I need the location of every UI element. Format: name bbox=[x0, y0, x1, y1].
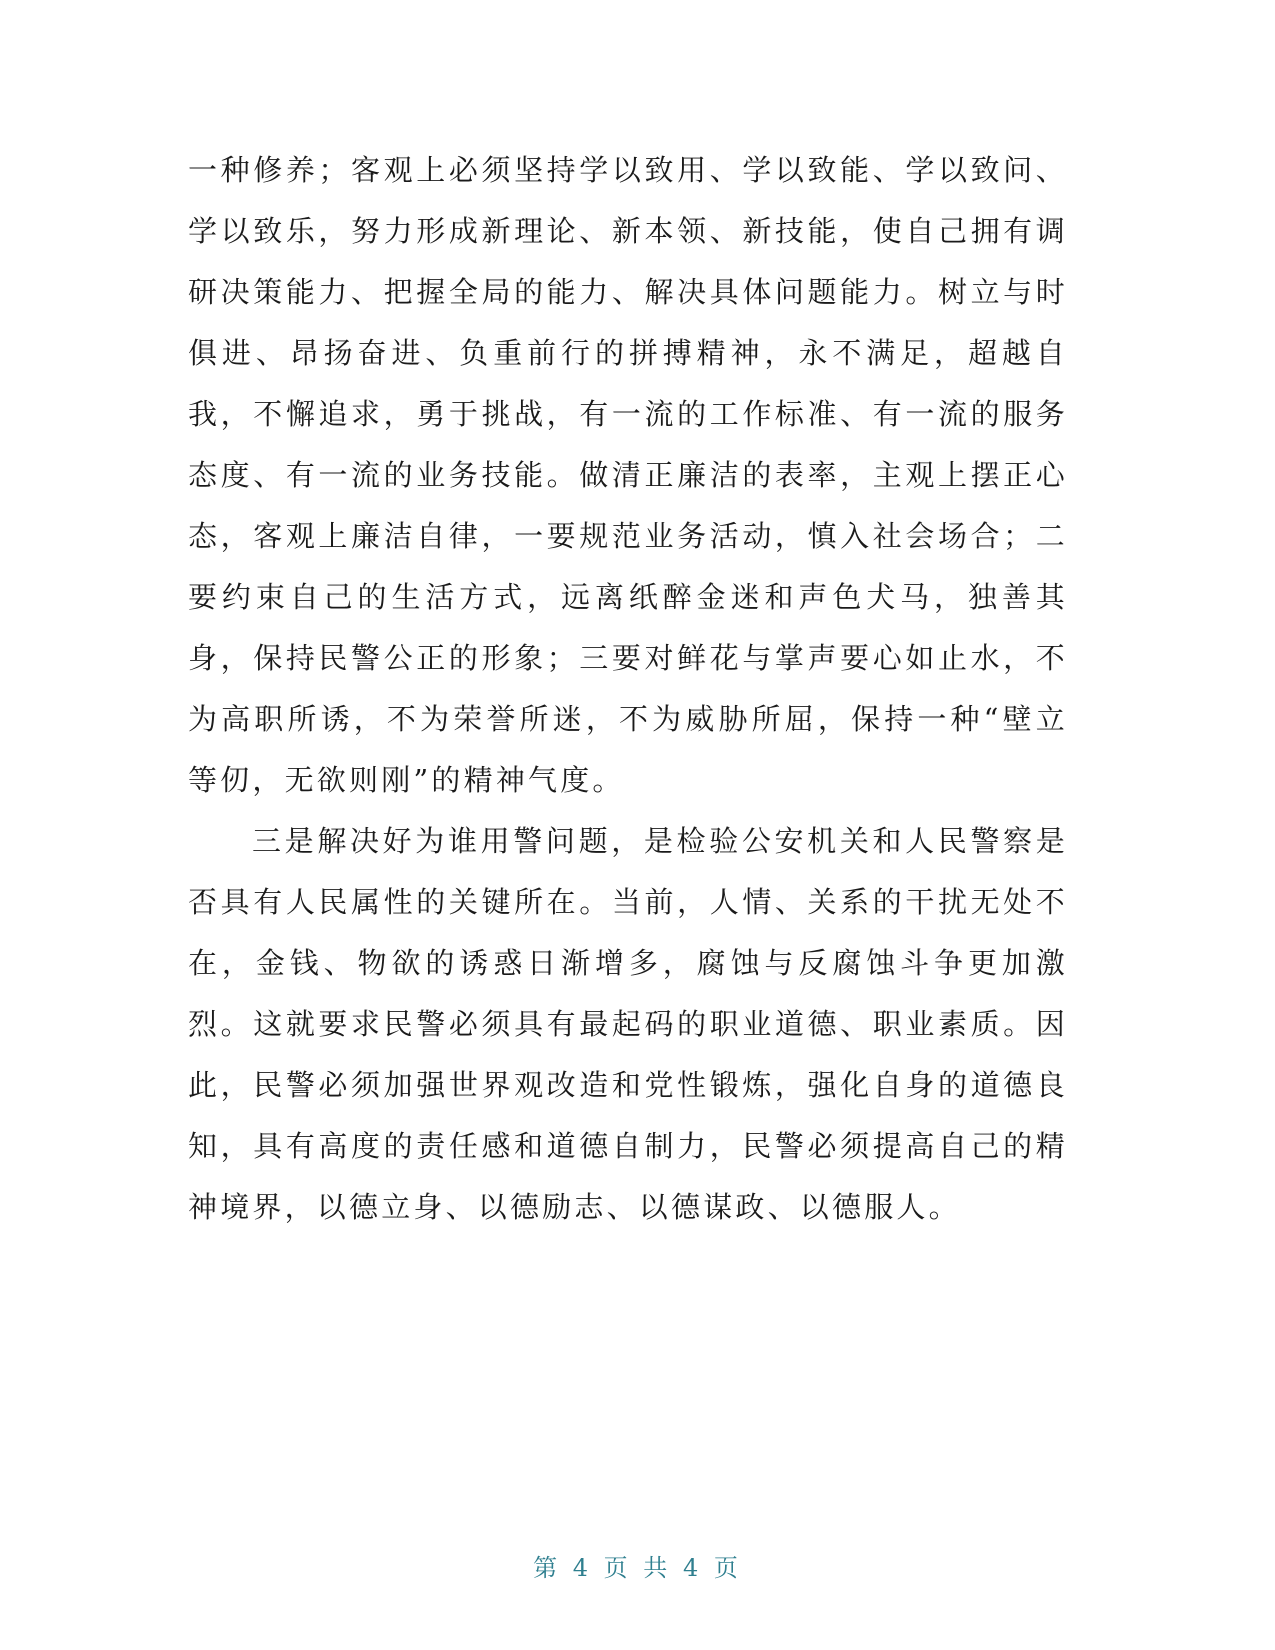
page-number-indicator: 第 4 页 共 4 页 bbox=[533, 1554, 742, 1582]
document-body bbox=[188, 140, 1068, 1238]
paragraph-continuation: 一种修养；客观上必须坚持学以致用、学以致能、学以致问、学以致乐，努力形成新理论、新本领、新技能，使自己拥有调研决策能力、把握全局的能力、解决具体问题能力。树立与时俱进、昂扬奋进、负重前行的拼搏精神，永不满足，超越自我，不懈追求，勇于挑战，有一流的工作标准、有一流的服务态度、有一流的业务技能。做清正廉洁的表率，主观上摆正心态，客观上廉洁自律，一要规范业务活动，慎入社会场合；二要约束自己的生活方式，远离纸醉金迷和声色犬马，独善其身，保持民警公正的形象；三要对鲜花与掌声要心如止水，不为高职所诱，不为荣誉所迷，不为威胁所屈，保持一种“壁立等仞，无欲则刚”的精神气度。 bbox=[188, 153, 1068, 797]
paragraph-third-point: 三是解决好为谁用警问题，是检验公安机关和人民警察是否具有人民属性的关键所在。当前，人情、关系的干扰无处不在，金钱、物欲的诱惑日渐增多，腐蚀与反腐蚀斗争更加激烈。这就要求民警必须具有最起码的职业道德、职业素质。因此，民警必须加强世界观改造和党性锻炼，强化自身的道德良知，具有高度的责任感和道德自制力，民警必须提高自己的精神境界，以德立身、以德励志、以德谋政、以德服人。 bbox=[188, 824, 1068, 1224]
page-footer bbox=[0, 1548, 1275, 1583]
